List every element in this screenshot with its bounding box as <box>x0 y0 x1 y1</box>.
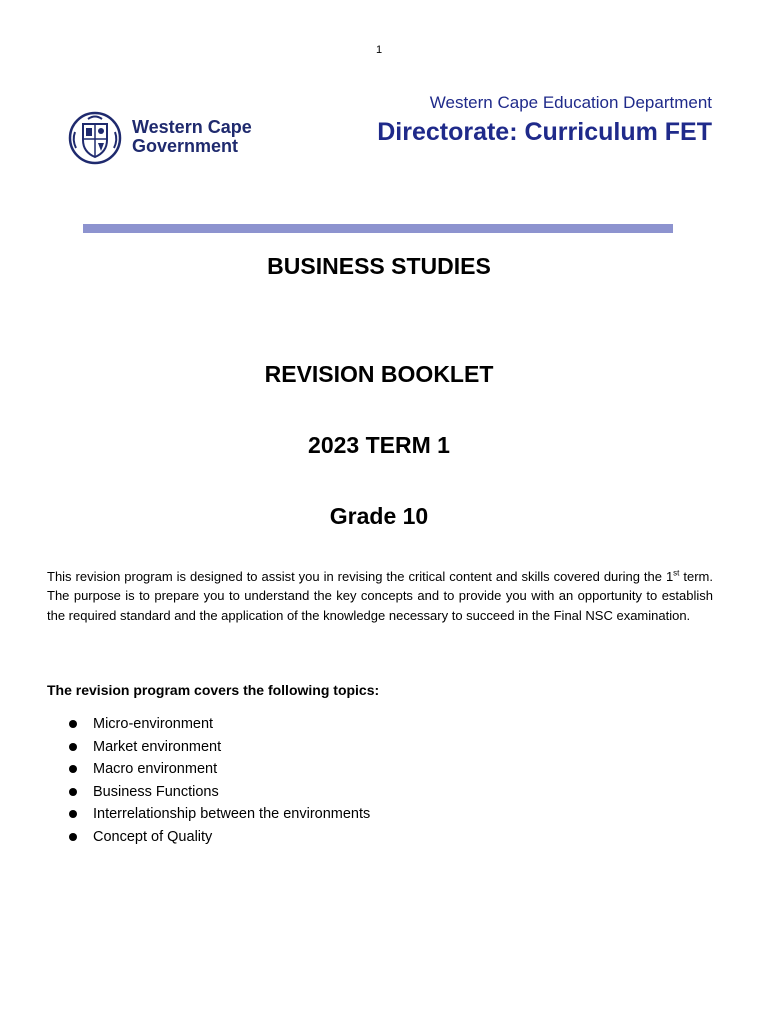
list-item: Interrelationship between the environments <box>69 803 370 826</box>
bullet-icon <box>69 765 77 773</box>
header-divider <box>83 224 673 233</box>
grade-title: Grade 10 <box>329 503 429 529</box>
list-item: Macro environment <box>69 758 370 781</box>
list-item: Micro-environment <box>69 713 370 736</box>
coat-of-arms-icon <box>66 110 124 166</box>
list-item: Market environment <box>69 736 370 759</box>
bullet-icon <box>69 833 77 841</box>
western-cape-government-logo <box>66 110 276 166</box>
bullet-icon <box>69 720 77 728</box>
ordinal-superscript: st <box>673 568 680 578</box>
directorate-title: Directorate: Curriculum FET <box>377 118 712 146</box>
term-title: 2023 TERM 1 <box>308 432 450 458</box>
logo-line-2: Government <box>132 136 239 156</box>
topics-list <box>69 713 370 849</box>
bullet-icon <box>69 810 77 818</box>
list-item: Business Functions <box>69 781 370 804</box>
subject-title: BUSINESS STUDIES <box>267 253 491 279</box>
bullet-icon <box>69 743 77 751</box>
logo-line-1: Western Cape <box>132 117 252 137</box>
intro-paragraph: This revision program is designed to assist you in revising the critical content and skills covered during the 1st term. The purpose is to prepare you to understand the key concepts and to provide you with an opportunity to establish the required standard and the application of the knowledge necessary to succeed in the Final NSC examination. <box>47 568 713 623</box>
topics-heading: The revision program covers the following topics: <box>47 682 380 698</box>
department-name: Western Cape Education Department <box>429 93 712 112</box>
page-number: 1 <box>375 44 383 56</box>
booklet-title: REVISION BOOKLET <box>264 361 494 387</box>
bullet-icon <box>69 788 77 796</box>
list-item: Concept of Quality <box>69 826 370 849</box>
